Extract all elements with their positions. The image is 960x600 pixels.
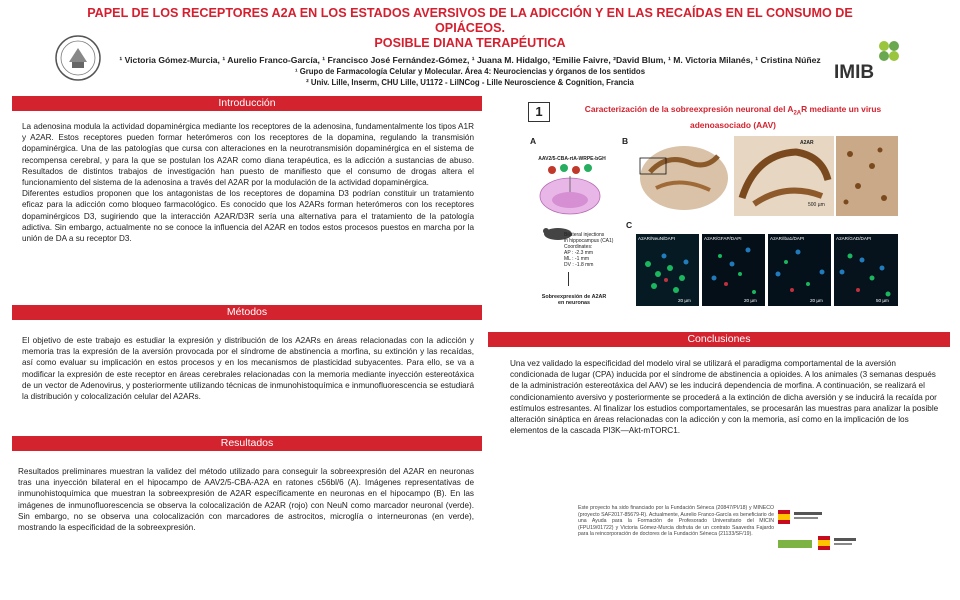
intro-heading: Introducción: [12, 96, 482, 111]
figure-1: [528, 98, 900, 316]
a2ar-image-label: A2AR: [800, 140, 814, 146]
fluor-scale-2: 20 µm: [744, 298, 757, 303]
author-list: ¹ Victoria Gómez-Murcia, ¹ Aurelio Franco-García, ¹ Francisco José Fernández-Gómez, ¹ Juana M. Hidalgo, ²Emilie Faivre, ²David Blum, ¹ M. Victoria Milanés, ¹ Cristina Núñez: [119, 55, 821, 65]
poster-header: [60, 6, 880, 87]
affiliation-2: ² Univ. Lille, Inserm, CHU Lille, U1172 - LilNCog - Lille Neuroscience & Cognition, Francia: [306, 78, 634, 87]
fluorescence-images: [636, 234, 898, 306]
fluor-label-gfap: A2AR/GFAP/DAPI: [704, 236, 742, 241]
conclusions-text: Una vez validado la especificidad del modelo viral se utilizará el paradigma comportamental de la aversión condicionada de lugar (CPA) inducida por el síndrome de abstinencia a opioides. A los animales (3 semanas después de la administración estereotáxica del AAV) se les inducirá dependencia de morfina. A continuación, se realizará el condicionamiento aversivo y posteriormente se procederá a la extinción de dicha aversión y se inducirá la recaída por estímulos estresantes. Al finalizar los estudios comportamentales, se procesarán las muestras para analizar la posible alteración sináptica en áreas relacionadas con la adicción y con la memoria, así como en la implicación de los elementos de la cascada PI3K—Akt-mTORC1.: [510, 359, 939, 436]
fluor-label-neun: A2AR/NeuN/DAPI: [638, 236, 676, 241]
panel-b-label: B: [622, 136, 629, 146]
intro-paragraph-1: La adenosina modula la actividad dopaminérgica mediante los receptores de la adenosina, fundamentalmente los tipos A1R y A2AR. Estos receptores pueden formar heterómeros con los receptores de la dopamina, regulando la transmisión dopaminérgica. Una de las patologías que cursa con alteraciones en la neurotransmisión dopaminérgica en el sistema de recompensa cerebral, y para la que se postulan los A2AR como diana terapéutica, es la adicción a sustancias de abuso. Resultados de distintos trabajos de investigación han puesto de manifiesto que el consumo de drogas altera el funcionamiento del sistema de la adenosina a través del A2AR por la modulación de la actividad dopaminérgica.: [22, 122, 474, 188]
figure-number: 1: [528, 102, 550, 122]
fluor-label-gad: A2AR/GAD/DAPI: [836, 236, 872, 241]
funding-note: Este proyecto ha sido financiado por la Fundación Séneca (20847/PI/18) y MINECO (proyecto SAF2017-85679-R). Actualmente, Aurelio Franco-García es beneficiario de una Ayuda para la Formación de Profesorado Universitario del MICIN (FPU19/01722) y Victoria Gómez-Murcia disfruta de un contrato Saavedra Fajardo para la reincorporación de doctores de la Fundación Séneca (21133/SF/19).: [578, 505, 774, 538]
fluor-scale-4: 50 µm: [876, 298, 889, 303]
results-heading: Resultados: [12, 436, 482, 451]
figure-title: Caracterización de la sobreexpresión neuronal del $A_{2A}R$ mediante un virus adenoasociado (AAV): [584, 104, 882, 130]
imib-logo: [830, 38, 906, 82]
histology-images: [636, 136, 898, 216]
funding-logos: [778, 508, 858, 568]
affiliation-1: ¹ Grupo de Farmacología Celular y Molecular. Área 4: Neurociencias y órganos de los sentidos: [294, 67, 646, 76]
overexpression-label: Sobreexpresión de A2AR en neuronas: [541, 294, 607, 306]
vector-label: AAV2/5-CBA-rtA-WRPE-bGH: [538, 156, 606, 162]
scale-bar-500: 500 µm: [808, 202, 825, 208]
intro-paragraph-2: Diferentes estudios proponen que los antagonistas de los receptores de dopamina D3 podrían constituir un tratamiento eficaz para la adicción como bloqueo farmacológico. Es conocido que los A2ARs forman heterómeros con los receptores dopaminérgicos D3, sugiriendo que la interacción A2AR/D3R sería una alternativa para el tratamiento de la patología adictiva. Sin embargo, actualmente no se conoce la influencia del A2AR en todos estos procesos puestos en marcha por la unión de DA a su receptor D3.: [22, 189, 474, 244]
imib-logo-text: IMIB: [834, 62, 875, 82]
methods-text: El objetivo de este trabajo es estudiar la expresión y distribución de los A2ARs en áreas relacionadas con la adicción y memoria tras la expresión de la aversión provocada por el síndrome de abstinencia a morfina, su extinción y las recaídas, así como evaluar su implicación en estos procesos y en los mecanismos de plasticidad subyacentes. Para ello, se va a modificar la expresión de este receptor en áreas cerebrales relacionadas con la memoria mediante inyección estereotáxica de un vector de Adenovirus, y posteriormente utilizando técnicas de inmunohistoquímica e inmunofluorescencia se estudiará la distribución y colocalización celular del A2ARs.: [22, 336, 474, 402]
panel-c-label: C: [626, 220, 633, 230]
intro-text: [22, 121, 474, 244]
fluor-scale-3: 20 µm: [810, 298, 823, 303]
conclusions-heading: Conclusiones: [488, 332, 950, 347]
methods-heading: Métodos: [12, 305, 482, 320]
poster-title: PAPEL DE LOS RECEPTORES A2A EN LOS ESTADOS AVERSIVOS DE LA ADICCIÓN Y EN LAS RECAÍDAS EN EL CONSUMO DE OPIÁCEOS. POSIBLE DIANA TERAPÉUTICA: [87, 6, 853, 50]
results-text: Resultados preliminares muestran la validez del método utilizado para conseguir la sobreexpresión del A2AR en neuronas tras una inyección bilateral en el hipocampo de AAV2/5-CBA-A2A en ratones c56bl/6 (A). Imágenes representativas de inmunohistoquímica que muestran la sobreexpresión de A2AR específicamente en neuronas en el hipocampo (B). En las imágenes de inmunofluorescencia se observa la colocalización de A2AR (rojo) con NeuN como marcador neuronal (verde). Sin embargo, no se observa una colocalización con marcadores de astrocitos, microglía o interneuronas (en verde), mostrando la especificidad de la sobreexpresión.: [18, 467, 474, 533]
panel-a-label: A: [530, 136, 537, 146]
fluor-label-iba1: A2AR/Iba1/DAPI: [770, 236, 805, 241]
down-arrow-icon: [568, 272, 569, 286]
fluor-scale-1: 20 µm: [678, 298, 691, 303]
injection-notes: Bilateral injections in hippocampus (CA1) Coordinates: AP : -2.3 mm ML : -1 mm DV : -1.8 mm: [564, 232, 614, 268]
